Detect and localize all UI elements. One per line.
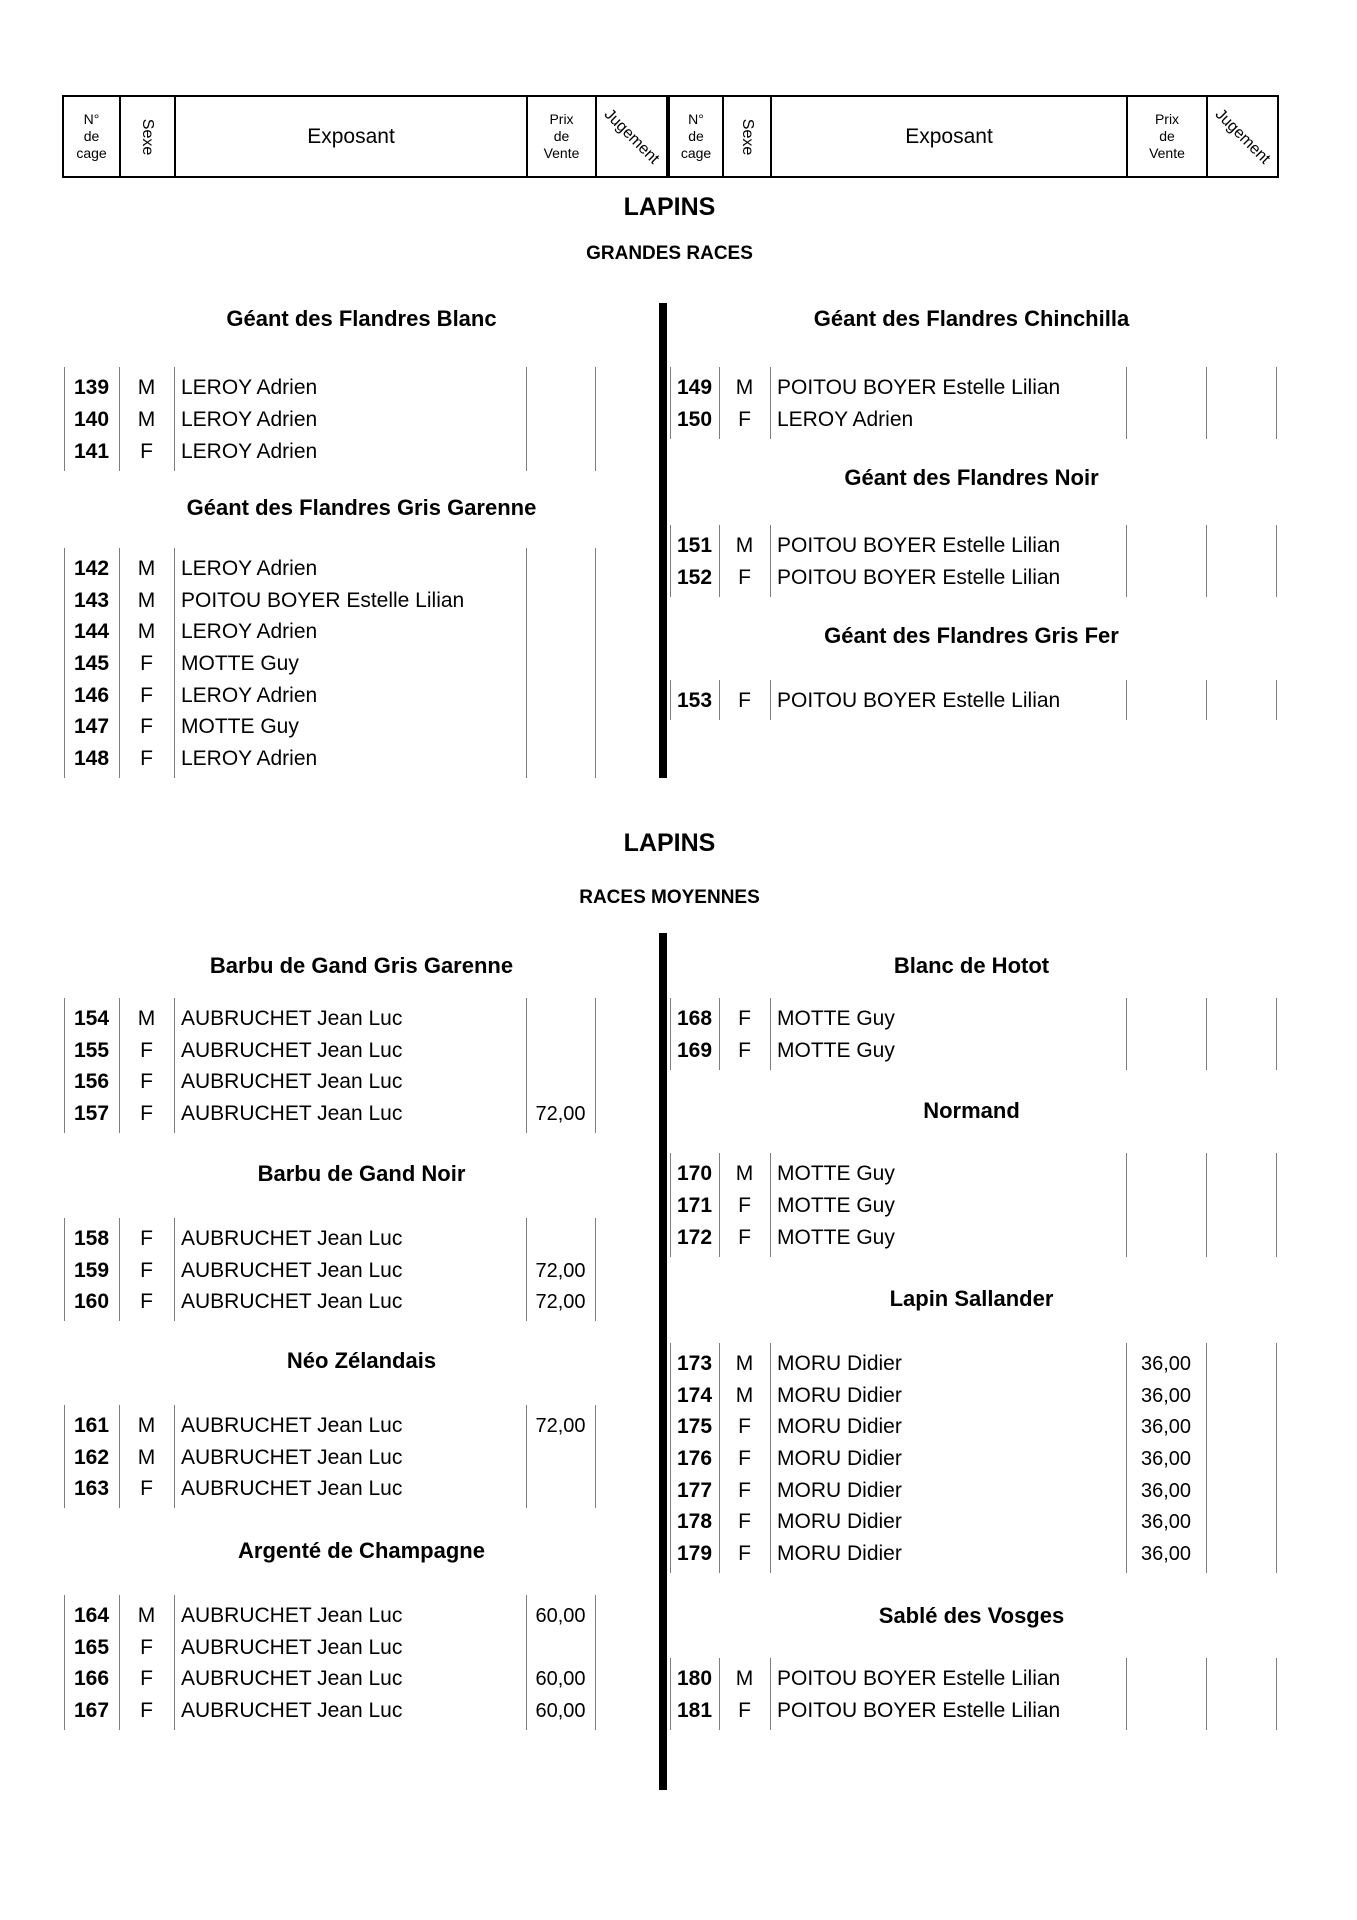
exhibitor-cell: AUBRUCHET Jean Luc xyxy=(181,1070,403,1093)
sex-cell: F xyxy=(140,1699,153,1722)
row-separator-line xyxy=(1276,1343,1277,1573)
sex-cell: F xyxy=(738,1699,751,1722)
cage-number: 162 xyxy=(73,1446,110,1469)
row-separator-line xyxy=(595,1218,596,1321)
cage-number: 153 xyxy=(676,689,713,712)
row-separator-line xyxy=(1276,998,1277,1070)
row-separator-line xyxy=(1206,1153,1207,1257)
cage-number: 151 xyxy=(676,534,713,557)
cage-number: 166 xyxy=(73,1667,110,1690)
cage-number: 141 xyxy=(73,440,110,463)
price-cell: 36,00 xyxy=(1140,1480,1192,1502)
row-separator-line xyxy=(526,548,527,778)
breed-heading: Géant des Flandres Chinchilla xyxy=(813,306,1130,331)
row-separator-line xyxy=(595,548,596,778)
sex-cell: F xyxy=(140,1290,153,1313)
row-separator-line xyxy=(770,367,771,439)
row-separator-line xyxy=(1126,680,1127,720)
sex-cell: M xyxy=(137,1414,156,1437)
row-separator-line xyxy=(174,1595,175,1730)
cage-number: 143 xyxy=(73,589,110,612)
header-cell-sale-price xyxy=(526,95,597,178)
exhibitor-cell: POITOU BOYER Estelle Lilian xyxy=(777,1699,1061,1722)
header-cell-sale-price xyxy=(1126,95,1208,178)
exhibitor-cell: MORU Didier xyxy=(777,1447,902,1470)
cage-number: 154 xyxy=(73,1007,110,1030)
cage-number: 147 xyxy=(73,715,110,738)
price-cell: 36,00 xyxy=(1140,1448,1192,1470)
sex-cell: F xyxy=(140,1477,153,1500)
sex-cell: M xyxy=(137,589,156,612)
breed-heading: Normand xyxy=(923,1098,1020,1123)
sex-cell: M xyxy=(735,1162,754,1185)
sex-cell: F xyxy=(738,1039,751,1062)
header-price-line: Prix xyxy=(549,111,574,127)
cage-number: 168 xyxy=(676,1007,713,1030)
sex-cell: F xyxy=(738,1479,751,1502)
sex-cell: F xyxy=(140,747,153,770)
breed-heading: Sablé des Vosges xyxy=(878,1603,1065,1628)
exhibitor-cell: AUBRUCHET Jean Luc xyxy=(181,1414,403,1437)
exhibitor-cell: AUBRUCHET Jean Luc xyxy=(181,1039,403,1062)
cage-number: 152 xyxy=(676,566,713,589)
cage-number: 176 xyxy=(676,1447,713,1470)
row-separator-line xyxy=(526,367,527,471)
price-cell: 36,00 xyxy=(1140,1543,1192,1565)
sex-cell: M xyxy=(137,376,156,399)
row-separator-line xyxy=(1206,367,1207,439)
exhibitor-cell: MOTTE Guy xyxy=(777,1162,895,1185)
header-price-line: Vente xyxy=(1149,145,1185,161)
row-separator-line xyxy=(1126,1153,1127,1257)
exhibitor-cell: MOTTE Guy xyxy=(181,652,299,675)
row-separator-line xyxy=(1126,998,1127,1070)
exhibitor-cell: POITOU BOYER Estelle Lilian xyxy=(777,534,1061,557)
header-cell-exhibitor xyxy=(770,95,1128,178)
sex-cell: M xyxy=(735,534,754,557)
exhibitor-cell: AUBRUCHET Jean Luc xyxy=(181,1259,403,1282)
price-cell: 72,00 xyxy=(535,1415,586,1437)
breed-heading: Barbu de Gand Gris Garenne xyxy=(209,953,514,978)
header-sex-label: Sexe xyxy=(739,118,756,155)
price-cell: 72,00 xyxy=(535,1103,586,1125)
row-separator-line xyxy=(1206,1658,1207,1730)
exhibitor-cell: POITOU BOYER Estelle Lilian xyxy=(777,689,1061,712)
row-separator-line xyxy=(174,1405,175,1508)
price-cell: 36,00 xyxy=(1140,1385,1192,1407)
sex-cell: F xyxy=(140,1102,153,1125)
header-cell-judgement xyxy=(1206,95,1279,178)
cage-number: 171 xyxy=(676,1194,713,1217)
cage-number: 146 xyxy=(73,684,110,707)
breed-heading: Géant des Flandres Blanc xyxy=(226,306,497,331)
cage-number: 170 xyxy=(676,1162,713,1185)
row-separator-line xyxy=(770,1153,771,1257)
row-separator-line xyxy=(770,1658,771,1730)
sex-cell: F xyxy=(140,1667,153,1690)
row-separator-line xyxy=(1206,1343,1207,1573)
row-separator-line xyxy=(1126,1658,1127,1730)
cage-number: 177 xyxy=(676,1479,713,1502)
breed-heading: Argenté de Champagne xyxy=(238,1538,485,1563)
header-cell-sex xyxy=(119,95,176,178)
cage-number: 150 xyxy=(676,408,713,431)
sex-cell: M xyxy=(137,1604,156,1627)
row-separator-line xyxy=(1276,525,1277,597)
cage-number: 148 xyxy=(73,747,110,770)
row-separator-line xyxy=(1276,1153,1277,1257)
header-price-line: de xyxy=(1159,128,1175,144)
section-subtitle: RACES MOYENNES xyxy=(579,887,760,908)
row-separator-line xyxy=(770,1343,771,1573)
sex-cell: F xyxy=(140,652,153,675)
exhibitor-cell: MOTTE Guy xyxy=(181,715,299,738)
exhibitor-cell: MORU Didier xyxy=(777,1542,902,1565)
exhibitor-cell: MOTTE Guy xyxy=(777,1194,895,1217)
exhibitor-cell: AUBRUCHET Jean Luc xyxy=(181,1477,403,1500)
price-cell: 60,00 xyxy=(535,1700,586,1722)
cage-number: 160 xyxy=(73,1290,110,1313)
sex-cell: F xyxy=(140,1227,153,1250)
breed-heading: Lapin Sallander xyxy=(889,1286,1054,1311)
exhibitor-cell: MORU Didier xyxy=(777,1384,902,1407)
section-subtitle: GRANDES RACES xyxy=(586,243,753,264)
sex-cell: M xyxy=(137,408,156,431)
cage-number: 163 xyxy=(73,1477,110,1500)
section-title: LAPINS xyxy=(623,829,716,857)
exhibitor-cell: MORU Didier xyxy=(777,1479,902,1502)
cage-number: 157 xyxy=(73,1102,110,1125)
sex-cell: F xyxy=(738,689,751,712)
cage-number: 172 xyxy=(676,1226,713,1249)
sex-cell: M xyxy=(137,1007,156,1030)
cage-number: 161 xyxy=(73,1414,110,1437)
cage-number: 180 xyxy=(676,1667,713,1690)
row-separator-line xyxy=(1276,1658,1277,1730)
exhibitor-cell: LEROY Adrien xyxy=(181,684,318,707)
header-sex-label: Sexe xyxy=(139,118,157,155)
header-judgement-label: Jugement xyxy=(1212,105,1274,167)
price-cell: 60,00 xyxy=(535,1668,586,1690)
header-exhibitor-label: Exposant xyxy=(307,124,395,148)
sex-cell: F xyxy=(140,1070,153,1093)
exhibitor-cell: AUBRUCHET Jean Luc xyxy=(181,1227,403,1250)
sex-cell: F xyxy=(140,440,153,463)
cage-number: 145 xyxy=(73,652,110,675)
price-cell: 60,00 xyxy=(535,1605,586,1627)
header-exhibitor-label: Exposant xyxy=(905,124,993,148)
exhibitor-cell: POITOU BOYER Estelle Lilian xyxy=(181,589,465,612)
exhibitor-cell: MOTTE Guy xyxy=(777,1007,895,1030)
exhibitor-cell: POITOU BOYER Estelle Lilian xyxy=(777,1667,1061,1690)
header-price-line: Vente xyxy=(543,145,580,161)
breed-heading: Géant des Flandres Gris Fer xyxy=(824,623,1119,648)
sex-cell: F xyxy=(140,684,153,707)
sex-cell: F xyxy=(738,408,751,431)
sex-cell: F xyxy=(140,1636,153,1659)
header-cage-line: cage xyxy=(680,145,712,161)
sex-cell: M xyxy=(735,1384,754,1407)
exhibitor-cell: MORU Didier xyxy=(777,1415,902,1438)
header-cage-line: de xyxy=(688,128,704,144)
header-cell-cage-number xyxy=(62,95,121,178)
header-cage-line: N° xyxy=(83,111,100,127)
exhibitor-cell: LEROY Adrien xyxy=(777,408,914,431)
header-price-line: de xyxy=(553,128,570,144)
cage-number: 179 xyxy=(676,1542,713,1565)
sex-cell: F xyxy=(738,566,751,589)
cage-number: 167 xyxy=(73,1699,110,1722)
price-cell: 36,00 xyxy=(1140,1353,1192,1375)
row-separator-line xyxy=(174,367,175,471)
sex-cell: F xyxy=(738,1007,751,1030)
header-price-line: Prix xyxy=(1154,111,1180,127)
exhibitor-cell: LEROY Adrien xyxy=(181,557,318,580)
header-judgement-label: Jugement xyxy=(601,105,663,167)
sex-cell: F xyxy=(738,1194,751,1217)
cage-number: 181 xyxy=(676,1699,713,1722)
cage-number: 165 xyxy=(73,1636,110,1659)
breed-heading: Barbu de Gand Noir xyxy=(257,1161,466,1186)
row-separator-line xyxy=(770,525,771,597)
sex-cell: F xyxy=(140,1259,153,1282)
header-cage-line: N° xyxy=(688,111,704,127)
sex-cell: M xyxy=(137,1446,156,1469)
exhibitor-cell: MORU Didier xyxy=(777,1352,902,1375)
exhibitor-cell: AUBRUCHET Jean Luc xyxy=(181,1007,403,1030)
header-cell-judgement xyxy=(595,95,668,178)
sex-cell: F xyxy=(738,1415,751,1438)
row-separator-line xyxy=(770,998,771,1070)
header-cell-cage-number xyxy=(668,95,724,178)
sex-cell: M xyxy=(735,1352,754,1375)
breed-heading: Géant des Flandres Noir xyxy=(844,465,1099,490)
header-cell-sex xyxy=(722,95,772,178)
row-separator-line xyxy=(1206,680,1207,720)
row-separator-line xyxy=(174,548,175,778)
header-cage-line: de xyxy=(83,128,100,144)
exhibitor-cell: AUBRUCHET Jean Luc xyxy=(181,1446,403,1469)
exhibitor-cell: LEROY Adrien xyxy=(181,408,318,431)
row-separator-line xyxy=(1206,998,1207,1070)
sex-cell: M xyxy=(735,1667,754,1690)
header-cell-exhibitor xyxy=(174,95,528,178)
sex-cell: F xyxy=(738,1542,751,1565)
cage-number: 175 xyxy=(676,1415,713,1438)
exhibitor-cell: LEROY Adrien xyxy=(181,440,318,463)
exhibitor-cell: AUBRUCHET Jean Luc xyxy=(181,1290,403,1313)
cage-number: 140 xyxy=(73,408,110,431)
sex-cell: M xyxy=(735,376,754,399)
exhibitor-cell: POITOU BOYER Estelle Lilian xyxy=(777,376,1061,399)
price-cell: 72,00 xyxy=(535,1260,586,1282)
cage-number: 142 xyxy=(73,557,110,580)
row-separator-line xyxy=(1276,680,1277,720)
breed-heading: Blanc de Hotot xyxy=(893,953,1050,978)
exhibitor-cell: LEROY Adrien xyxy=(181,620,318,643)
cage-number: 155 xyxy=(73,1039,110,1062)
price-cell: 36,00 xyxy=(1140,1511,1192,1533)
cage-number: 169 xyxy=(676,1039,713,1062)
cage-number: 149 xyxy=(676,376,713,399)
cage-number: 144 xyxy=(73,620,110,643)
row-separator-line xyxy=(174,1218,175,1321)
price-cell: 36,00 xyxy=(1140,1416,1192,1438)
row-separator-line xyxy=(595,1595,596,1730)
row-separator-line xyxy=(770,680,771,720)
column-divider xyxy=(659,303,667,778)
row-separator-line xyxy=(174,998,175,1133)
sex-cell: F xyxy=(738,1226,751,1249)
exhibitor-cell: LEROY Adrien xyxy=(181,747,318,770)
row-separator-line xyxy=(595,998,596,1133)
sex-cell: F xyxy=(738,1447,751,1470)
cage-number: 158 xyxy=(73,1227,110,1250)
sex-cell: F xyxy=(140,1039,153,1062)
row-separator-line xyxy=(1276,367,1277,439)
exhibitor-cell: AUBRUCHET Jean Luc xyxy=(181,1699,403,1722)
cage-number: 178 xyxy=(676,1510,713,1533)
sex-cell: M xyxy=(137,557,156,580)
exhibitor-cell: MOTTE Guy xyxy=(777,1226,895,1249)
row-separator-line xyxy=(1206,525,1207,597)
exhibitor-cell: MORU Didier xyxy=(777,1510,902,1533)
section-title: LAPINS xyxy=(623,193,716,221)
header-cage-line: cage xyxy=(76,145,107,161)
sex-cell: F xyxy=(738,1510,751,1533)
exhibitor-cell: AUBRUCHET Jean Luc xyxy=(181,1667,403,1690)
cage-number: 174 xyxy=(676,1384,713,1407)
cage-number: 139 xyxy=(73,376,110,399)
price-cell: 72,00 xyxy=(535,1291,586,1313)
row-separator-line xyxy=(595,1405,596,1508)
breed-heading: Néo Zélandais xyxy=(286,1348,437,1373)
row-separator-line xyxy=(1126,367,1127,439)
sex-cell: M xyxy=(137,620,156,643)
exhibitor-cell: AUBRUCHET Jean Luc xyxy=(181,1636,403,1659)
row-separator-line xyxy=(595,367,596,471)
exhibitor-cell: MOTTE Guy xyxy=(777,1039,895,1062)
breed-heading: Géant des Flandres Gris Garenne xyxy=(186,495,537,520)
cage-number: 164 xyxy=(73,1604,110,1627)
cage-number: 173 xyxy=(676,1352,713,1375)
exhibitor-cell: AUBRUCHET Jean Luc xyxy=(181,1604,403,1627)
exhibitor-cell: POITOU BOYER Estelle Lilian xyxy=(777,566,1061,589)
sex-cell: F xyxy=(140,715,153,738)
row-separator-line xyxy=(1126,525,1127,597)
cage-number: 156 xyxy=(73,1070,110,1093)
exhibitor-cell: AUBRUCHET Jean Luc xyxy=(181,1102,403,1125)
cage-number: 159 xyxy=(73,1259,110,1282)
exhibitor-cell: LEROY Adrien xyxy=(181,376,318,399)
